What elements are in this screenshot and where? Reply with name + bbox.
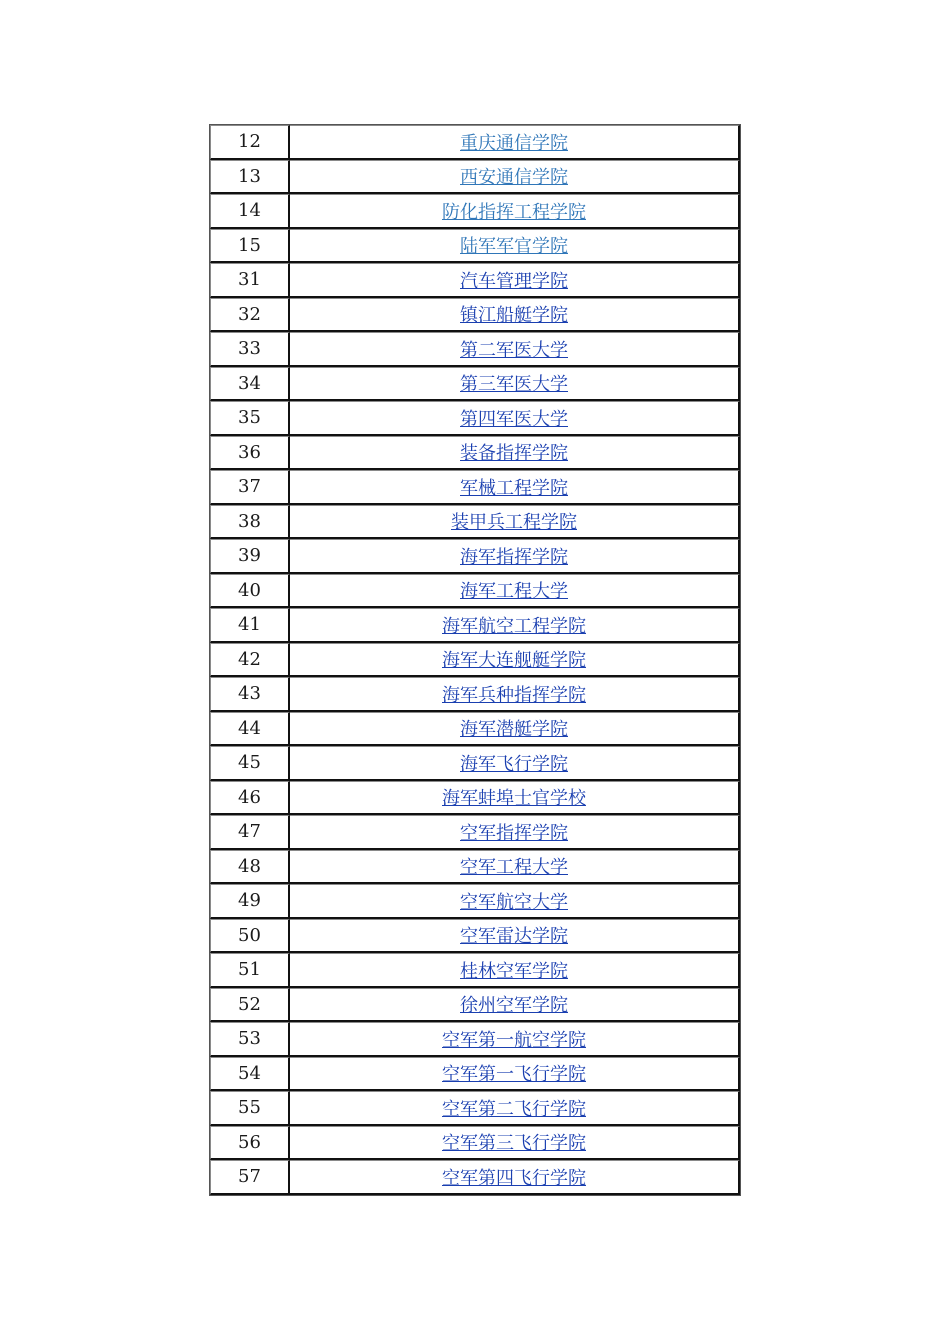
school-name-cell — [290, 677, 740, 712]
table-row — [210, 712, 740, 747]
row-number-cell: 54 — [210, 1057, 290, 1092]
table-row — [210, 505, 740, 540]
row-number-cell: 45 — [210, 746, 290, 781]
school-link[interactable]: 军械工程学院 — [460, 477, 568, 499]
row-number-cell: 48 — [210, 850, 290, 885]
table-row — [210, 367, 740, 402]
school-name-cell — [290, 608, 740, 643]
school-name-cell — [290, 1126, 740, 1161]
school-link[interactable]: 空军指挥学院 — [460, 822, 568, 844]
table-row — [210, 470, 740, 505]
table-row — [210, 781, 740, 816]
row-number-cell: 44 — [210, 712, 290, 747]
school-name-cell — [290, 1091, 740, 1126]
table-row — [210, 988, 740, 1023]
row-number-cell: 50 — [210, 919, 290, 954]
table-row — [210, 574, 740, 609]
school-link[interactable]: 海军飞行学院 — [460, 753, 568, 775]
row-number-cell: 14 — [210, 194, 290, 229]
school-link[interactable]: 空军航空大学 — [460, 891, 568, 913]
school-link[interactable]: 空军第二飞行学院 — [442, 1098, 586, 1120]
row-number-cell: 56 — [210, 1126, 290, 1161]
school-link[interactable]: 空军第四飞行学院 — [442, 1167, 586, 1189]
school-name-cell — [290, 988, 740, 1023]
table-row — [210, 643, 740, 678]
table-row — [210, 332, 740, 367]
school-link[interactable]: 镇江船艇学院 — [460, 305, 568, 327]
school-link[interactable]: 空军第三飞行学院 — [442, 1133, 586, 1155]
row-number-cell: 57 — [210, 1160, 290, 1195]
schools-table-grid — [210, 125, 740, 1195]
school-name-cell — [290, 298, 740, 333]
row-number-cell: 49 — [210, 884, 290, 919]
table-row — [210, 919, 740, 954]
row-number-cell: 13 — [210, 160, 290, 195]
row-number-cell: 38 — [210, 505, 290, 540]
row-number-cell: 46 — [210, 781, 290, 816]
school-link[interactable]: 海军兵种指挥学院 — [442, 684, 586, 706]
school-link[interactable]: 陆军军官学院 — [460, 236, 568, 258]
row-number-cell: 35 — [210, 401, 290, 436]
school-name-cell — [290, 505, 740, 540]
table-row — [210, 1091, 740, 1126]
school-name-cell — [290, 574, 740, 609]
school-name-cell — [290, 781, 740, 816]
row-number-cell: 41 — [210, 608, 290, 643]
row-number-cell: 53 — [210, 1022, 290, 1057]
school-name-cell — [290, 125, 740, 160]
table-row — [210, 436, 740, 471]
table-row — [210, 263, 740, 298]
table-row — [210, 1160, 740, 1195]
school-name-cell — [290, 194, 740, 229]
school-link[interactable]: 空军雷达学院 — [460, 926, 568, 948]
school-name-cell — [290, 332, 740, 367]
school-link[interactable]: 西安通信学院 — [460, 167, 568, 189]
table-row — [210, 229, 740, 264]
school-link[interactable]: 空军工程大学 — [460, 857, 568, 879]
table-row — [210, 125, 740, 160]
school-name-cell — [290, 712, 740, 747]
school-name-cell — [290, 229, 740, 264]
school-link[interactable]: 第四军医大学 — [460, 408, 568, 430]
school-link[interactable]: 海军工程大学 — [460, 581, 568, 603]
school-link[interactable]: 防化指挥工程学院 — [442, 201, 586, 223]
school-link[interactable]: 海军指挥学院 — [460, 546, 568, 568]
school-link[interactable]: 装甲兵工程学院 — [451, 512, 577, 534]
school-link[interactable]: 第二军医大学 — [460, 339, 568, 361]
school-link[interactable]: 第三军医大学 — [460, 374, 568, 396]
table-row — [210, 194, 740, 229]
row-number-cell: 43 — [210, 677, 290, 712]
row-number-cell: 51 — [210, 953, 290, 988]
school-name-cell — [290, 436, 740, 471]
row-number-cell: 31 — [210, 263, 290, 298]
schools-table — [209, 124, 741, 1196]
row-number-cell: 52 — [210, 988, 290, 1023]
row-number-cell: 40 — [210, 574, 290, 609]
school-name-cell — [290, 746, 740, 781]
school-name-cell — [290, 1022, 740, 1057]
school-name-cell — [290, 401, 740, 436]
row-number-cell: 15 — [210, 229, 290, 264]
row-number-cell: 36 — [210, 436, 290, 471]
table-row — [210, 539, 740, 574]
row-number-cell: 33 — [210, 332, 290, 367]
row-number-cell: 34 — [210, 367, 290, 402]
school-name-cell — [290, 884, 740, 919]
table-row — [210, 677, 740, 712]
row-number-cell: 32 — [210, 298, 290, 333]
school-link[interactable]: 空军第一航空学院 — [442, 1029, 586, 1051]
table-row — [210, 298, 740, 333]
table-row — [210, 746, 740, 781]
school-name-cell — [290, 953, 740, 988]
table-row — [210, 608, 740, 643]
school-name-cell — [290, 367, 740, 402]
table-row — [210, 815, 740, 850]
row-number-cell: 37 — [210, 470, 290, 505]
table-row — [210, 401, 740, 436]
school-name-cell — [290, 850, 740, 885]
school-link[interactable]: 海军潜艇学院 — [460, 719, 568, 741]
table-row — [210, 884, 740, 919]
row-number-cell: 47 — [210, 815, 290, 850]
table-row — [210, 850, 740, 885]
school-name-cell — [290, 815, 740, 850]
table-row — [210, 1126, 740, 1161]
table-row — [210, 1057, 740, 1092]
school-name-cell — [290, 160, 740, 195]
schools-table-body — [210, 125, 740, 1195]
school-link[interactable]: 桂林空军学院 — [460, 960, 568, 982]
school-link[interactable]: 汽车管理学院 — [460, 270, 568, 292]
school-name-cell — [290, 1160, 740, 1195]
row-number-cell: 55 — [210, 1091, 290, 1126]
school-link[interactable]: 海军大连舰艇学院 — [442, 650, 586, 672]
school-name-cell — [290, 643, 740, 678]
school-link[interactable]: 徐州空军学院 — [460, 995, 568, 1017]
row-number-cell: 12 — [210, 125, 290, 160]
school-name-cell — [290, 1057, 740, 1092]
school-link[interactable]: 海军航空工程学院 — [442, 615, 586, 637]
school-link[interactable]: 重庆通信学院 — [460, 132, 568, 154]
row-number-cell: 42 — [210, 643, 290, 678]
table-row — [210, 160, 740, 195]
table-row — [210, 953, 740, 988]
table-row — [210, 1022, 740, 1057]
school-link[interactable]: 空军第一飞行学院 — [442, 1064, 586, 1086]
school-link[interactable]: 海军蚌埠士官学校 — [442, 788, 586, 810]
row-number-cell: 39 — [210, 539, 290, 574]
school-name-cell — [290, 263, 740, 298]
school-name-cell — [290, 919, 740, 954]
school-link[interactable]: 装备指挥学院 — [460, 443, 568, 465]
school-name-cell — [290, 539, 740, 574]
school-name-cell — [290, 470, 740, 505]
